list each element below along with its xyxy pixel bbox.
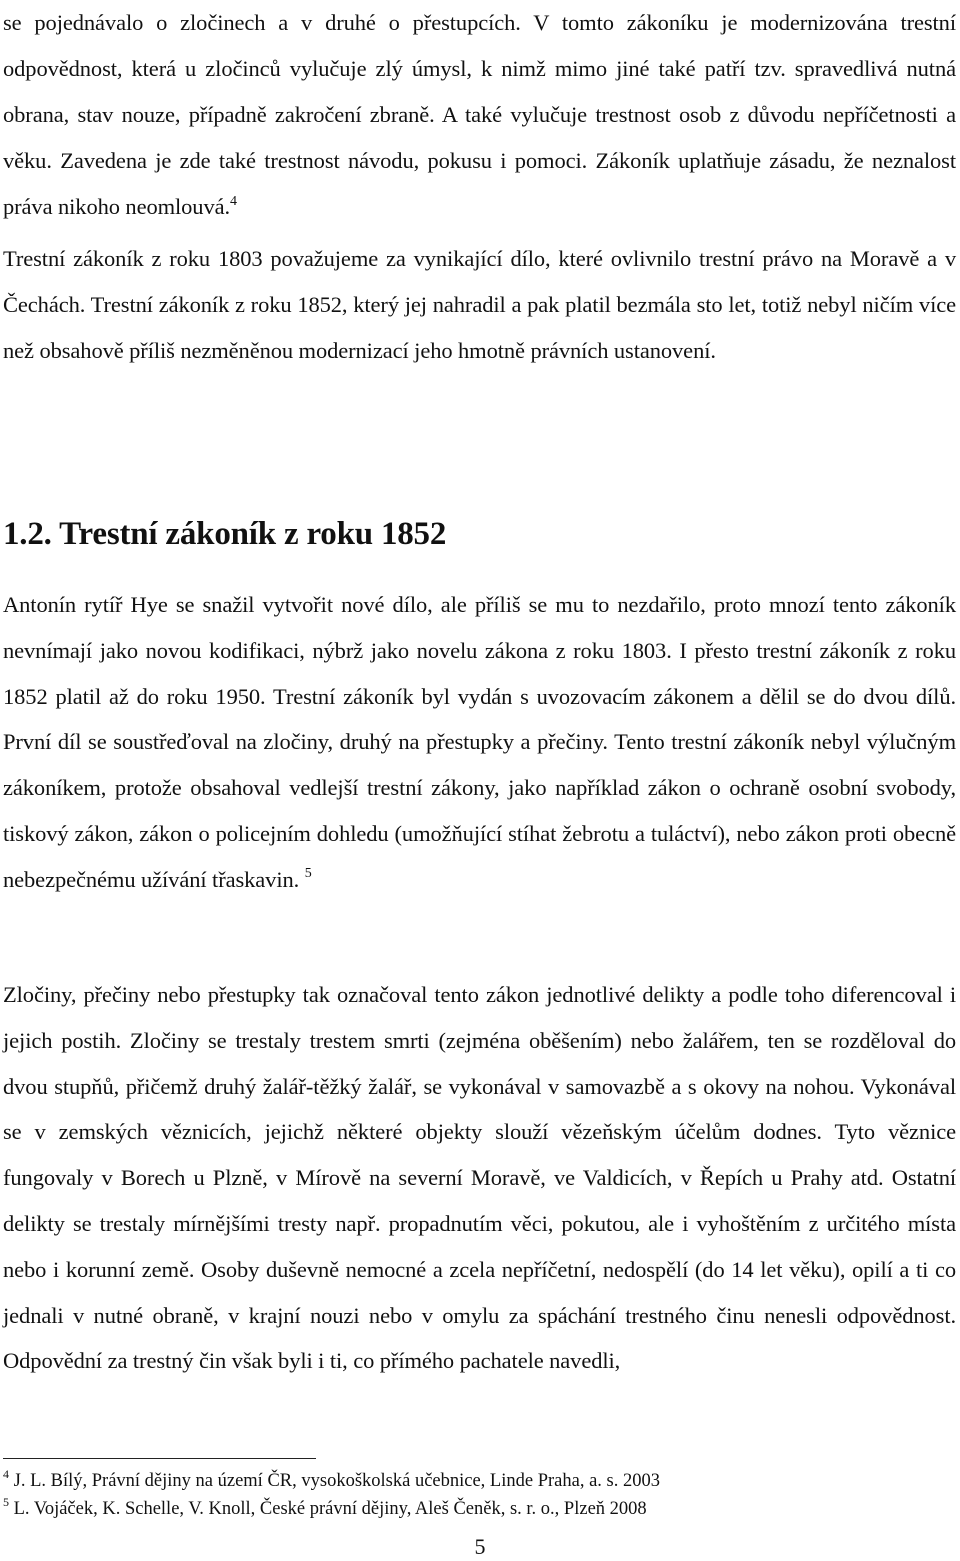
footnote-number: 4 [3, 1466, 9, 1481]
paragraph [3, 582, 956, 903]
paragraph [3, 972, 956, 1384]
footnote-separator [3, 1458, 316, 1459]
footnote-text: L. Vojáček, K. Schelle, V. Knoll, České právní dějiny, Aleš Čeněk, s. r. o., Plzeň 2008 [13, 1499, 647, 1519]
page-number: 5 [474, 1534, 486, 1559]
footnote-reference[interactable]: 5 [304, 866, 312, 882]
footnote-text: J. L. Bílý, Právní dějiny na území ČR, vysokoškolská učebnice, Linde Praha, a. s. 2003 [13, 1471, 660, 1491]
paragraph-text: Trestní zákoník z roku 1803 považujeme za vynikající dílo, které ovlivnilo trestní právo na Moravě a v Čechách. Trestní zákoník z roku 1852, který jej nahradil a pak platil bezmála sto let, totiž nebyl ničím více než obsahově příliš nezměněnou modernizací jeho hmotně právních ustanovení. [3, 246, 956, 363]
footnotes [3, 1467, 956, 1523]
paragraph [3, 236, 956, 374]
paragraph [3, 0, 956, 230]
footnote-number: 5 [3, 1494, 9, 1509]
footnote-reference[interactable]: 4 [230, 193, 237, 209]
paragraph-text: se pojednávalo o zločinech a v druhé o přestupcích. V tomto zákoníku je modernizována trestní odpovědnost, která u zločinců vylučuje zlý úmysl, k nimž mimo jiné také patří tzv. spravedlivá nutná obrana, stav nouze, případně zakročení zbraně. A také vylučuje trestnost osob z důvodu nepříčetnosti a věku. Zavedena je zde také trestnost návodu, pokusu i pomoci. Zákoník uplatňuje zásadu, že neznalost práva nikoho neomlouvá. [3, 10, 956, 219]
footnote [3, 1467, 956, 1495]
paragraph-text: Zločiny, přečiny nebo přestupky tak označoval tento zákon jednotlivé delikty a podle toho diferencoval i jejich postih. Zločiny se trestaly trestem smrti (zejména oběšením) nebo žalářem, ten se rozděloval do dvou stupňů, přičemž druhý žalář-těžký žalář, se vykonával v samovazbě a s okovy na nohou. Vykonával se v zemských věznicích, jejichž některé objekty slouží vězeňským účelům dodnes. Tyto věznice fungovaly v Borech u Plzně, v Mírově na severní Moravě, ve Valdicích, v Řepích u Prahy atd. Ostatní delikty se trestaly mírnějšími tresty např. propadnutím věci, pokutou, ale i vyhoštěním z určitého místa nebo i korunní země. Osoby duševně nemocné a zcela nepříčetní, nedospělí (do 14 let věku), opilí a ti co jednali v nutné obraně, v krajní nouzi nebo v omylu za spáchání trestného činu nenesli odpovědnost. Odpovědní za trestný čin však byli i ti, co přímého pachatele navedli, [3, 982, 956, 1374]
section-heading: 1.2. Trestní zákoník z roku 1852 [3, 516, 447, 552]
footnote [3, 1495, 956, 1523]
paragraph-text: Antonín rytíř Hye se snažil vytvořit nové dílo, ale příliš se mu to nezdařilo, proto mnozí tento zákoník nevnímají jako novou kodifikaci, nýbrž jako novelu zákona z roku 1803. I přesto trestní zákoník z roku 1852 platil až do roku 1950. Trestní zákoník byl vydán s uvozovacím zákonem a dělil se do dvou dílů. První díl se soustřeďoval na zločiny, druhý na přestupky a přečiny. Tento trestní zákoník nebyl výlučným zákoníkem, protože obsahoval vedlejší trestní zákony, jako například zákon o ochraně osobní svobody, tiskový zákon, zákon o policejním dohledu (umožňující stíhat žebrotu a tuláctví), nebo zákon proti obecně nebezpečnému užívání třaskavin. [3, 592, 956, 892]
